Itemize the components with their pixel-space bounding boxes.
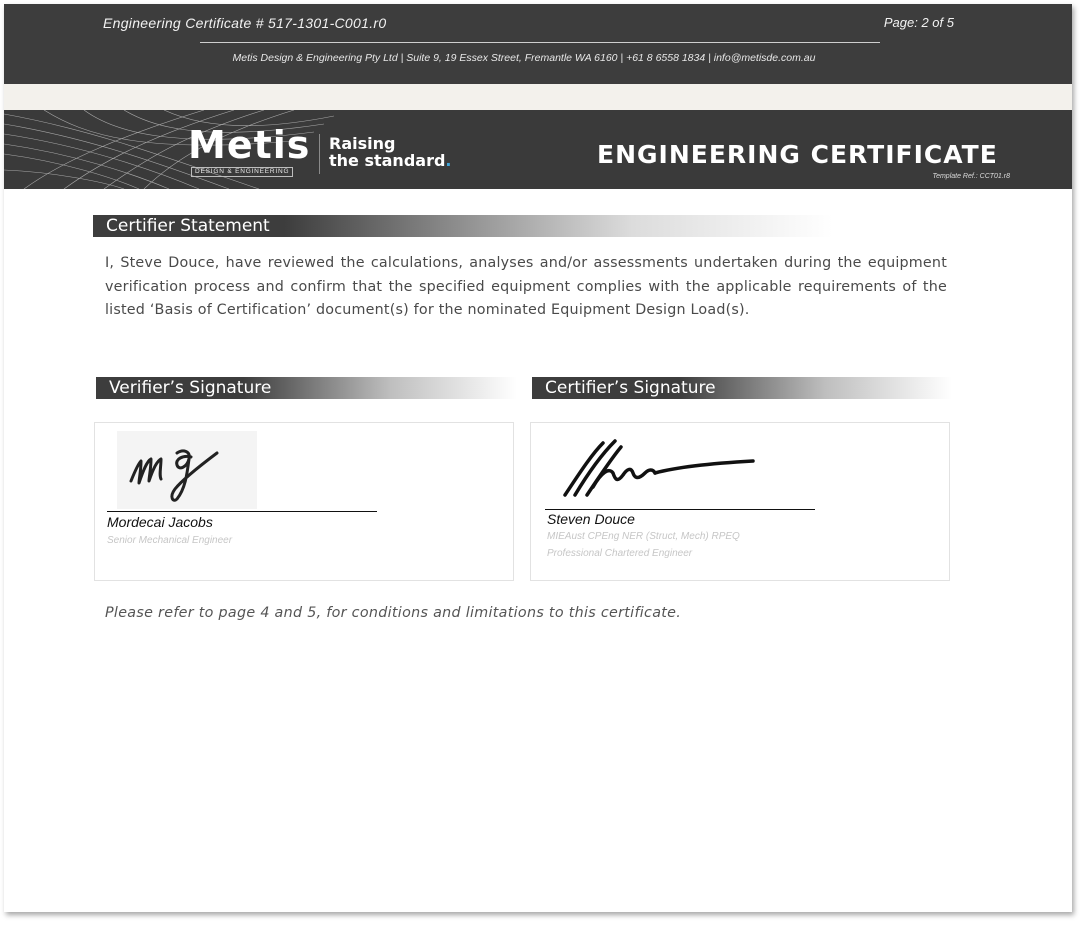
header-spacer <box>4 84 1072 110</box>
certifier-statement-text: I, Steve Douce, have reviewed the calculations, analyses and/or assessments undertaken during the equipment verification process and confirm that the specified equipment complies with the applicable requirements of the listed ‘Basis of Certification’ document(s) for the nominated Equipment Design Load(s). <box>105 255 947 318</box>
certificate-page <box>4 4 1072 912</box>
metis-logo: Metis <box>188 123 311 167</box>
certifier-signature-box <box>530 422 950 581</box>
tagline-line2-wrap <box>329 152 452 169</box>
company-contact: Metis Design & Engineering Pty Ltd | Suite 9, 19 Essex Street, Fremantle WA 6160 | +61 8 6558 1834 | info@metisde.com.au <box>232 52 816 64</box>
verifier-role: Senior Mechanical Engineer <box>107 535 233 546</box>
tagline-line1: Raising <box>329 134 396 153</box>
title-banner <box>4 110 1072 189</box>
conditions-note: Please refer to page 4 and 5, for conditions and limitations to this certificate. <box>105 605 682 621</box>
logo-subtitle: DESIGN & ENGINEERING <box>191 167 293 177</box>
page-header <box>4 4 1072 84</box>
verifier-signature-box <box>94 422 514 581</box>
certifier-title: Professional Chartered Engineer <box>547 548 693 559</box>
tagline-line2: the standard <box>329 151 446 170</box>
verifier-name: Mordecai Jacobs <box>107 514 213 530</box>
logo-divider <box>319 134 320 174</box>
certificate-number: Engineering Certificate # 517-1301-C001.r0 <box>103 15 387 31</box>
verifier-signature-line <box>107 511 377 512</box>
certifier-signature-line <box>545 509 815 510</box>
certifier-signature-image <box>557 437 767 503</box>
certifier-signature-heading: Certifier’s Signature <box>532 377 952 399</box>
header-divider <box>200 42 880 43</box>
template-ref: Template Ref.: CCT01.r8 <box>932 173 1010 180</box>
certifier-credentials: MIEAust CPEng NER (Struct, Mech) RPEQ <box>547 531 740 542</box>
page-indicator: Page: 2 of 5 <box>883 15 954 30</box>
verifier-signature-image <box>117 431 257 509</box>
document-title: ENGINEERING CERTIFICATE <box>597 140 998 169</box>
tagline <box>329 135 452 169</box>
verifier-signature-heading: Verifier’s Signature <box>96 377 517 399</box>
certifier-statement-heading: Certifier Statement <box>93 215 963 237</box>
certifier-name: Steven Douce <box>547 511 635 527</box>
tagline-dot: . <box>445 151 452 170</box>
